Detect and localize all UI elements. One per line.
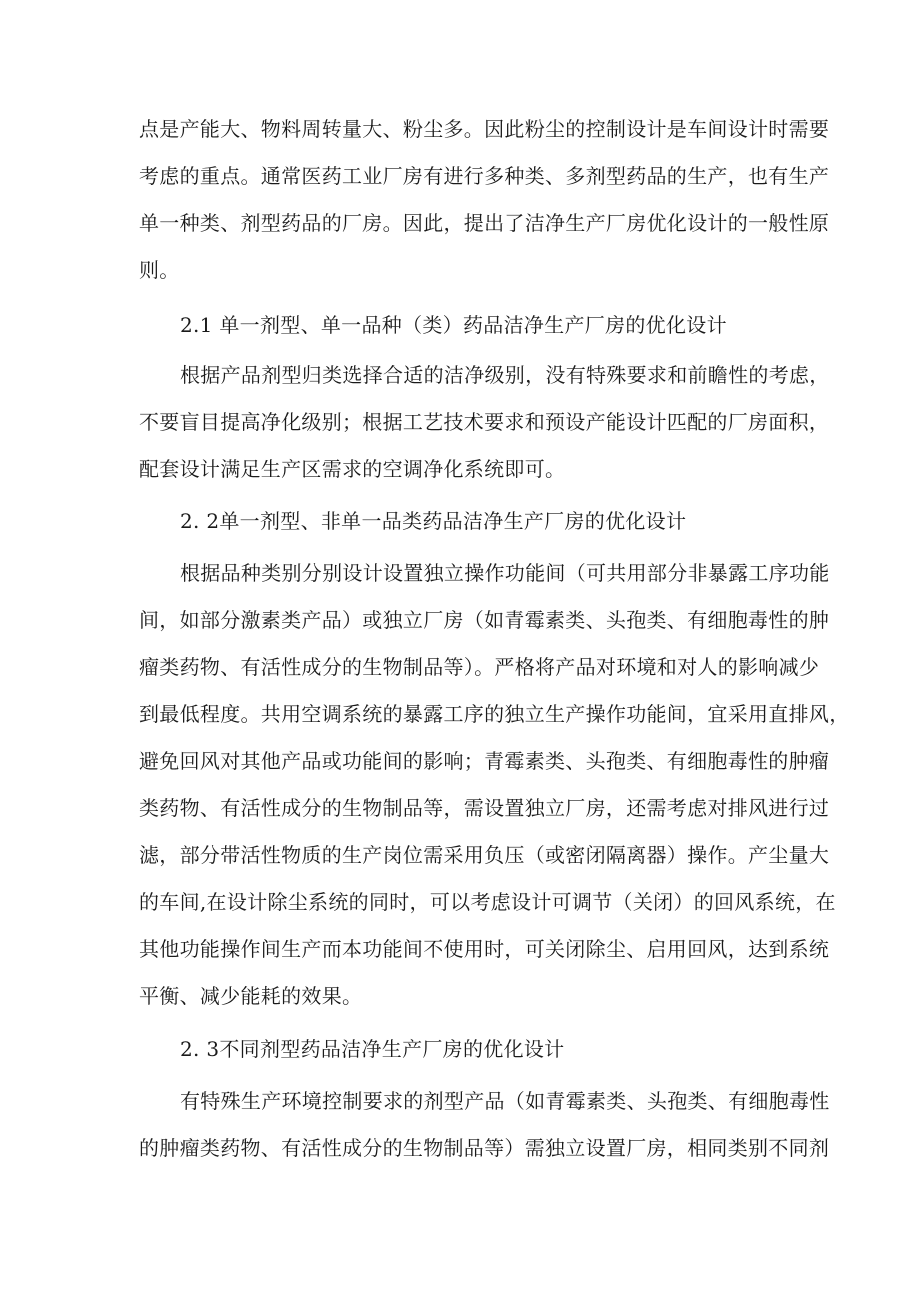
paragraph-line: 到最低程度。共用空调系统的暴露工序的独立生产操作功能间，宜采用直排风， bbox=[139, 702, 850, 726]
section-heading-2-1: 2.1 单一剂型、单一品种（类）药品洁净生产厂房的优化设计 bbox=[180, 313, 727, 337]
paragraph-line: 其他功能操作间生产而本功能间不使用时，可关闭除尘、启用回风，达到系统 bbox=[139, 937, 830, 961]
paragraph-line: 有特殊生产环境控制要求的剂型产品（如青霉素类、头孢类、有细胞毒性 bbox=[180, 1089, 830, 1113]
paragraph-line: 类药物、有活性成分的生物制品等，需设置独立厂房，还需考虑对排风进行过 bbox=[139, 796, 830, 820]
paragraph-line: 滤，部分带活性物质的生产岗位需采用负压（或密闭隔离器）操作。产尘量大 bbox=[139, 843, 830, 867]
paragraph-line: 配套设计满足生产区需求的空调净化系统即可。 bbox=[139, 457, 566, 481]
paragraph-line: 则。 bbox=[139, 258, 180, 282]
paragraph-line: 避免回风对其他产品或功能间的影响；青霉素类、头孢类、有细胞毒性的肿瘤 bbox=[139, 749, 830, 773]
paragraph-line: 根据产品剂型归类选择合适的洁净级别，没有特殊要求和前瞻性的考虑， bbox=[180, 363, 830, 387]
paragraph-line: 不要盲目提高净化级别；根据工艺技术要求和预设产能设计匹配的厂房面积， bbox=[139, 410, 830, 434]
paragraph-line: 的车间,在设计除尘系统的同时，可以考虑设计可调节（关闭）的回风系统，在 bbox=[139, 890, 836, 914]
section-heading-2-2: 2. 2单一剂型、非单一品类药品洁净生产厂房的优化设计 bbox=[180, 509, 687, 533]
paragraph-line: 单一种类、剂型药品的厂房。因此，提出了洁净生产厂房优化设计的一般性原 bbox=[139, 211, 830, 235]
paragraph-line: 间，如部分激素类产品）或独立厂房（如青霉素类、头孢类、有细胞毒性的肿 bbox=[139, 608, 830, 632]
paragraph-line: 考虑的重点。通常医药工业厂房有进行多种类、多剂型药品的生产，也有生产 bbox=[139, 164, 830, 188]
paragraph-line: 点是产能大、物料周转量大、粉尘多。因此粉尘的控制设计是车间设计时需要 bbox=[139, 117, 830, 141]
paragraph-line: 根据品种类别分别设计设置独立操作功能间（可共用部分非暴露工序功能 bbox=[180, 561, 830, 585]
paragraph-line: 平衡、减少能耗的效果。 bbox=[139, 984, 363, 1008]
section-heading-2-3: 2. 3不同剂型药品洁净生产厂房的优化设计 bbox=[180, 1037, 565, 1061]
paragraph-line: 的肿瘤类药物、有活性成分的生物制品等）需独立设置厂房，相同类别不同剂 bbox=[139, 1136, 830, 1160]
paragraph-line: 瘤类药物、有活性成分的生物制品等）。严格将产品对环境和对人的影响减少 bbox=[139, 655, 820, 679]
